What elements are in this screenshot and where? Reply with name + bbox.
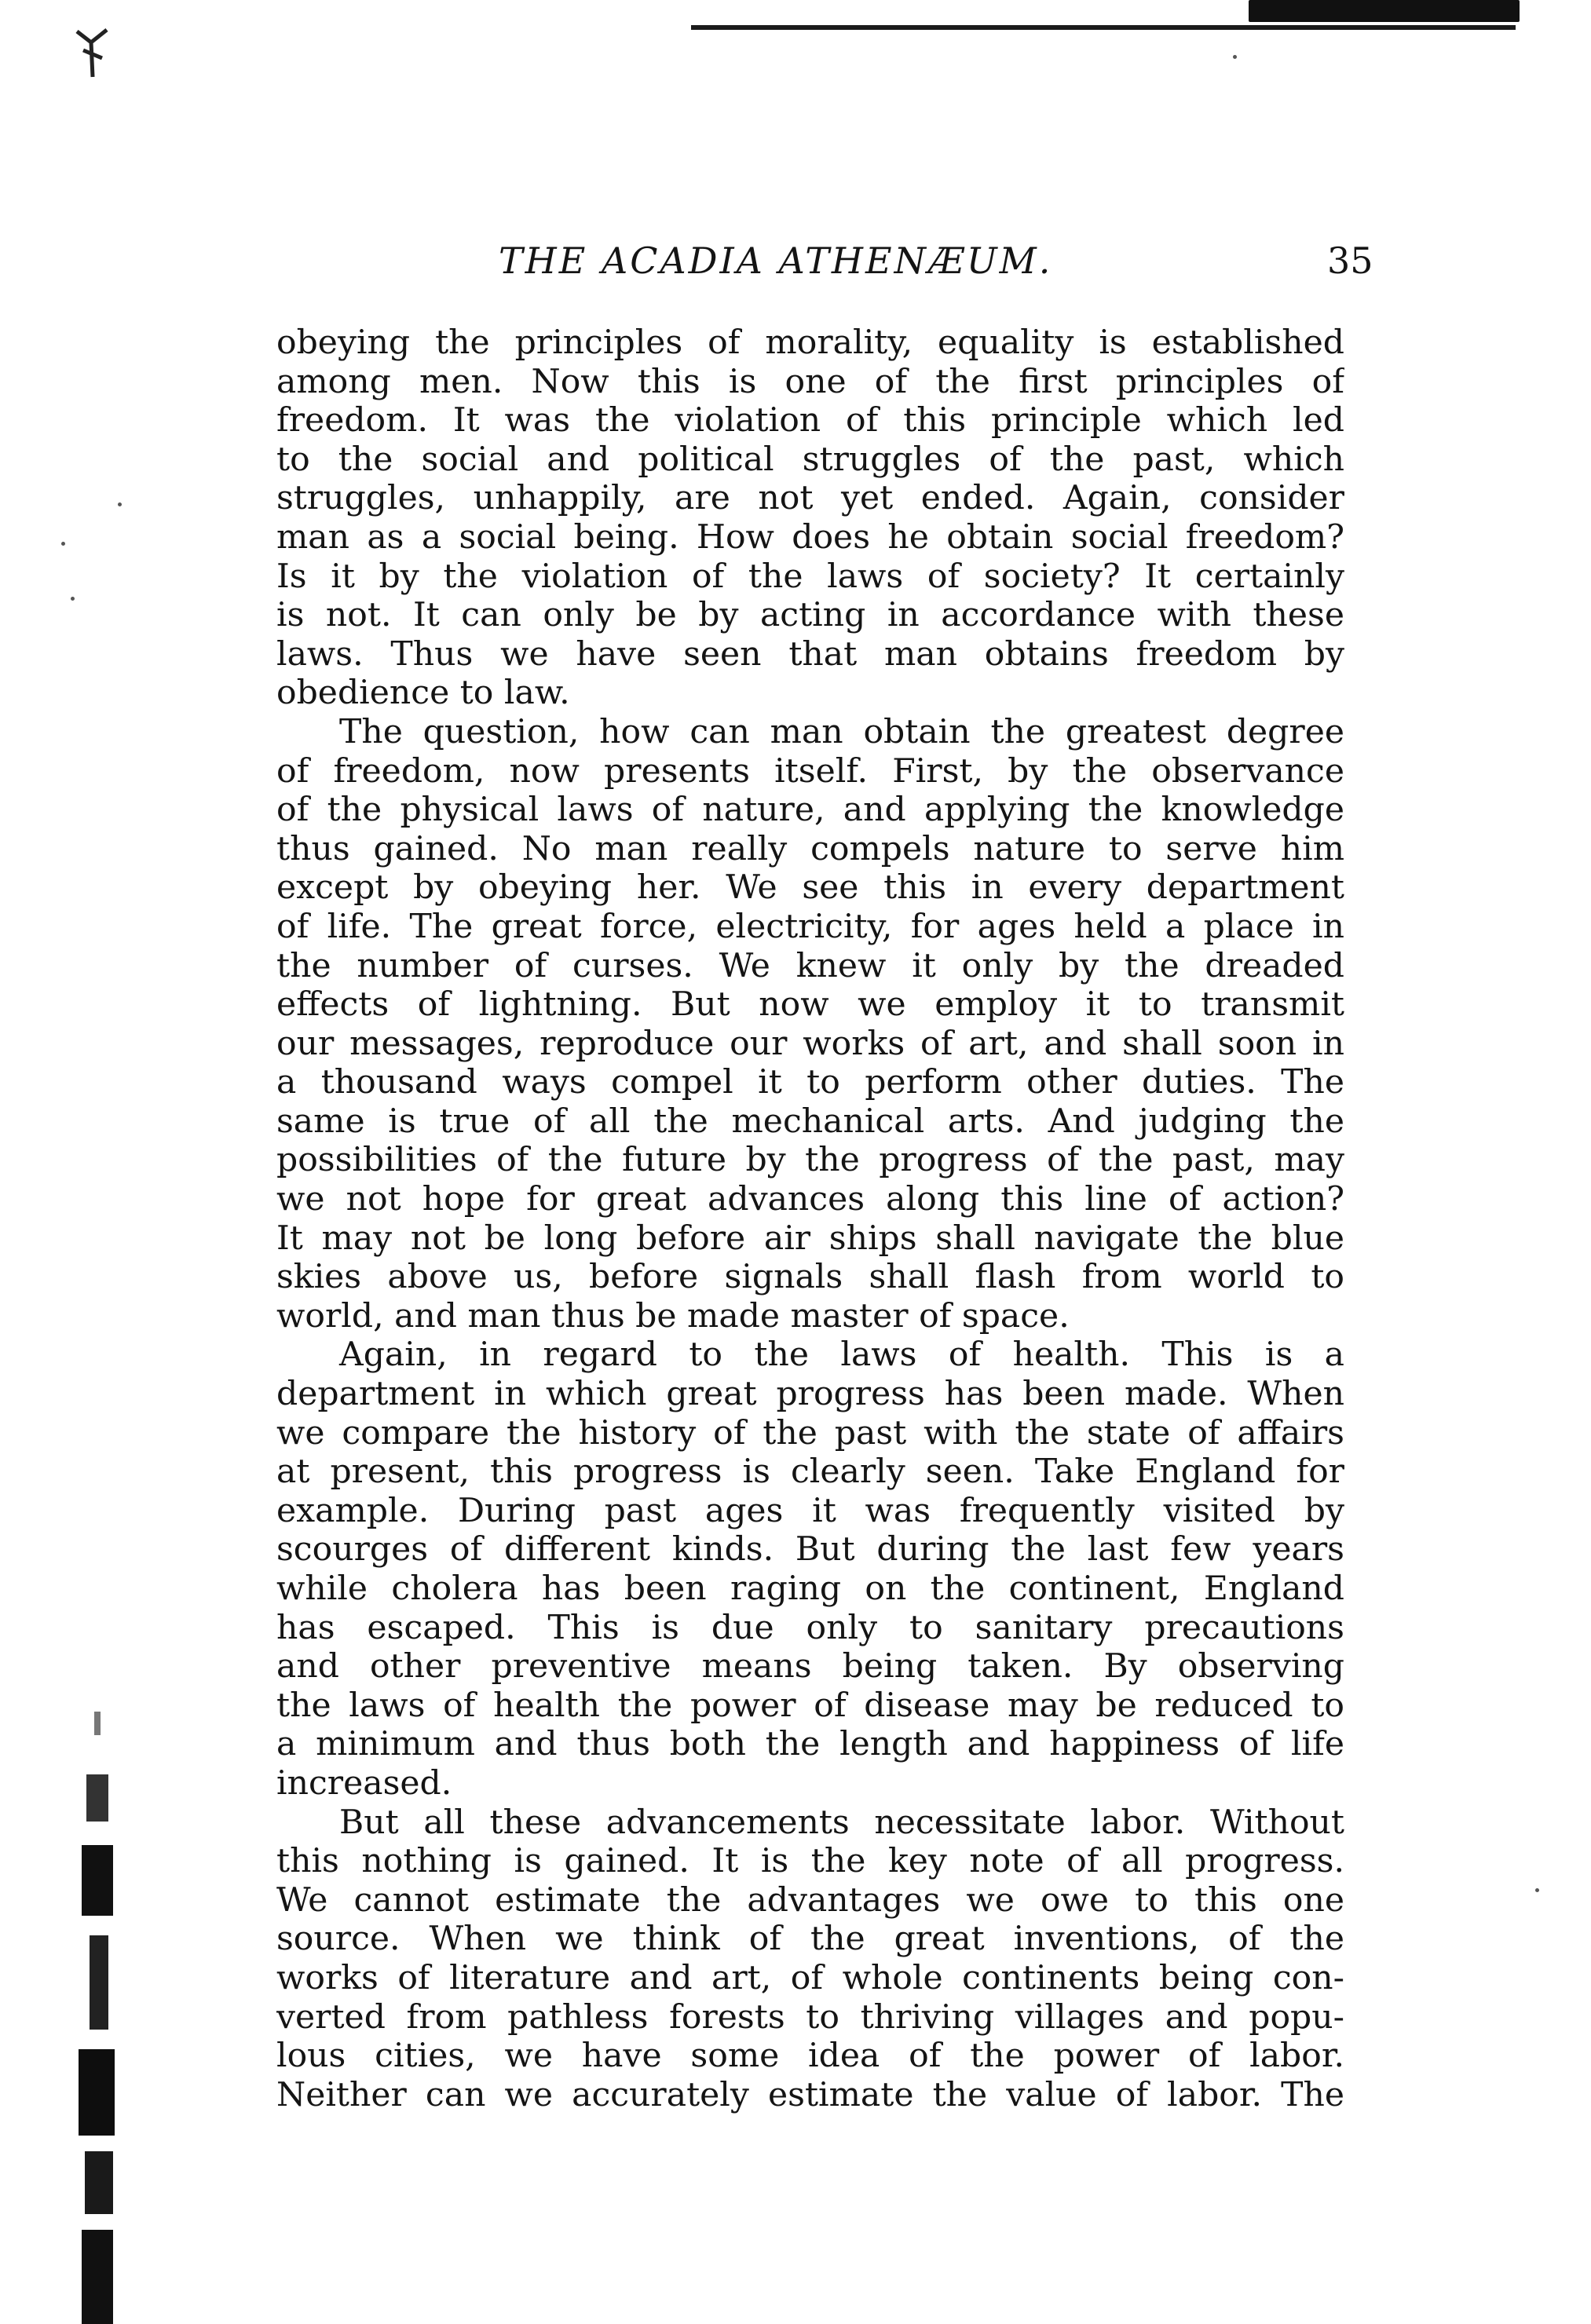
text-line: of the physical laws of nature, and applying the knowledge <box>276 791 1344 830</box>
text-line: a minimum and thus both the length and happiness of life <box>276 1725 1344 1764</box>
text-line: we compare the history of the past with the state of affairs <box>276 1413 1344 1452</box>
text-line: Again, in regard to the laws of health. This is a <box>339 1336 1344 1375</box>
text-line: a thousand ways compel it to perform other duties. The <box>276 1063 1344 1102</box>
text-line: is not. It can only be by acting in accordance with these <box>276 596 1344 635</box>
text-line: our messages, reproduce our works of art, and shall soon in <box>276 1024 1344 1063</box>
text-line: scourges of different kinds. But during the last few years <box>276 1530 1344 1569</box>
text-line: has escaped. This is due only to sanitary precautions <box>276 1608 1344 1647</box>
text-line: we not hope for great advances along this line of action? <box>276 1180 1344 1219</box>
corner-scan-mark <box>75 27 112 82</box>
text-line: thus gained. No man really compels nature to serve him <box>276 829 1344 868</box>
text-line: man as a social being. How does he obtain social freedom? <box>276 517 1344 557</box>
text-line: But all these advancements necessitate labor. Without <box>339 1803 1344 1842</box>
margin-speck <box>118 502 122 506</box>
text-line: world, and man thus be made master of space. <box>276 1296 1070 1336</box>
paragraph <box>276 1803 1344 2115</box>
text-line: We cannot estimate the advantages we owe to this one <box>276 1880 1344 1920</box>
text-line: Neither can we accurately estimate the value of labor. The <box>276 2075 1344 2114</box>
margin-speck <box>1535 1888 1539 1892</box>
text-line: lous cities, we have some idea of the power of labor. <box>276 2037 1344 2076</box>
text-line: Is it by the violation of the laws of society? It certainly <box>276 557 1344 596</box>
text-line: the laws of health the power of disease may be reduced to <box>276 1686 1344 1725</box>
text-line: obedience to law. <box>276 674 570 713</box>
margin-speck <box>71 597 75 601</box>
paragraph <box>276 1336 1344 1803</box>
text-line: department in which great progress has been made. When <box>276 1375 1344 1414</box>
article-body <box>276 323 1344 2114</box>
text-line: source. When we think of the great inventions, of the <box>276 1920 1344 1959</box>
text-line: of freedom, now presents itself. First, by the observance <box>276 751 1344 791</box>
text-line: this nothing is gained. It is the key note of all progress. <box>276 1842 1344 1881</box>
text-line: obeying the principles of morality, equality is established <box>276 323 1344 362</box>
text-line: works of literature and art, of whole continents being con- <box>276 1958 1344 1997</box>
text-line: possibilities of the future by the progress of the past, may <box>276 1141 1344 1180</box>
page-number: 35 <box>1327 239 1373 282</box>
text-line: It may not be long before air ships shall navigate the blue <box>276 1219 1344 1258</box>
text-line: while cholera has been raging on the continent, England <box>276 1569 1344 1608</box>
text-line: verted from pathless forests to thriving villages and popu- <box>276 1997 1344 2037</box>
text-line: to the social and political struggles of the past, which <box>276 440 1344 479</box>
text-line: The question, how can man obtain the greatest degree <box>339 712 1344 751</box>
text-line: laws. Thus we have seen that man obtains freedom by <box>276 634 1344 674</box>
text-line: the number of curses. We knew it only by the dreaded <box>276 946 1344 985</box>
running-head: THE ACADIA ATHENÆUM. <box>499 239 1053 282</box>
margin-speck <box>1233 55 1237 59</box>
text-line: among men. Now this is one of the first principles of <box>276 362 1344 401</box>
text-line: effects of lightning. But now we employ it to transmit <box>276 985 1344 1025</box>
text-line: at present, this progress is clearly seen. Take England for <box>276 1452 1344 1492</box>
top-scan-bar <box>1249 0 1520 22</box>
text-line: example. During past ages it was frequently visited by <box>276 1491 1344 1530</box>
binding-edge-noise <box>63 1712 135 2324</box>
text-line: same is true of all the mechanical arts. And judging the <box>276 1102 1344 1141</box>
text-line: increased. <box>276 1763 452 1803</box>
text-line: struggles, unhappily, are not yet ended. Again, consider <box>276 479 1344 518</box>
text-line: of life. The great force, electricity, for ages held a place in <box>276 907 1344 946</box>
paragraph <box>276 713 1344 1336</box>
text-line: freedom. It was the violation of this principle which led <box>276 401 1344 440</box>
text-line: skies above us, before signals shall flash from world to <box>276 1258 1344 1297</box>
margin-speck <box>61 542 65 546</box>
paragraph <box>276 323 1344 713</box>
text-line: and other preventive means being taken. By observing <box>276 1647 1344 1686</box>
text-line: except by obeying her. We see this in every department <box>276 868 1344 908</box>
